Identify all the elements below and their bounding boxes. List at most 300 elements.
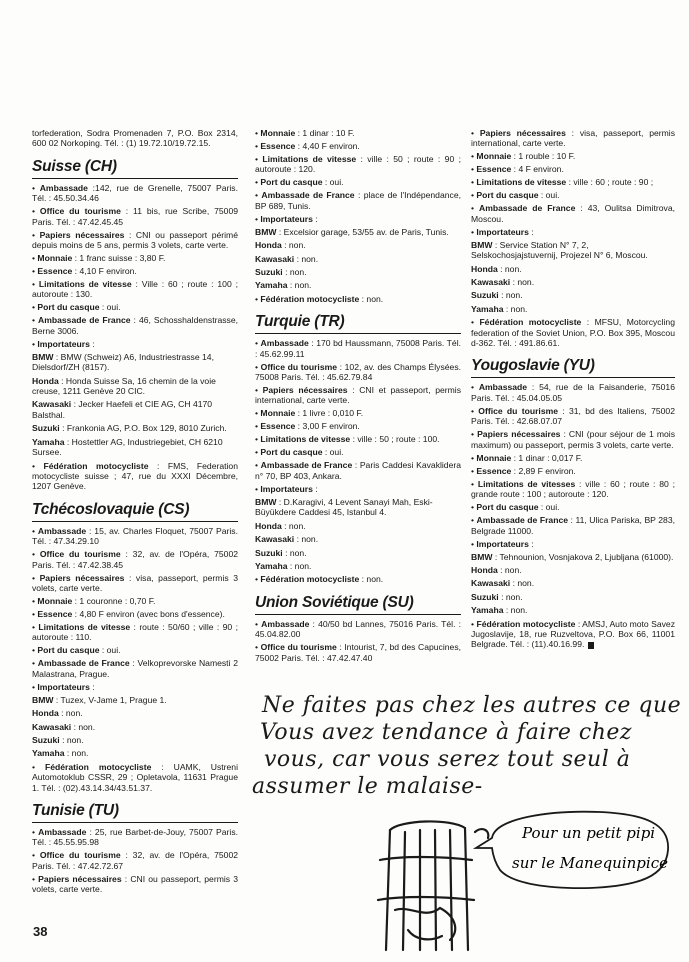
bullet-icon: •: [471, 618, 477, 629]
entry-text: :: [312, 213, 318, 224]
cell-bars-drawing: [378, 821, 488, 950]
entry-text: : 32, av. de l'Opéra, 75002 Paris. Tél. : 47.42.72.67: [32, 850, 239, 871]
info-entry: [471, 429, 675, 450]
info-entry: [32, 645, 238, 655]
info-entry: [32, 682, 238, 692]
entry-text: : Intourist, 7, bd des Capucines, 75002 Paris. Tél. : 47.42.47.40: [255, 642, 462, 663]
entry-label: Office du tourisme: [260, 361, 338, 372]
entry-text: : 2,89 F environ.: [511, 465, 576, 476]
entry-label: Suzuki: [255, 547, 283, 558]
bullet-icon: •: [32, 182, 40, 193]
bullet-icon: •: [255, 128, 261, 138]
entry-text: : Excelsior garage, 53/55 av. de Paris, Tunis.: [276, 226, 449, 237]
entry-text: : Hostettler AG, Industriegebiet, CH 6210 Sursee.: [32, 436, 223, 458]
bullet-icon: •: [471, 405, 479, 416]
entry-label: Ambassade: [260, 338, 309, 349]
bullet-icon: •: [255, 421, 261, 432]
entry-label: Papiers nécessaires: [38, 873, 122, 884]
entry-text: : visa, passeport, permis 3 volets, carte verte.: [32, 572, 238, 593]
bullet-icon: •: [32, 525, 38, 536]
entry-text: : 1 franc suisse : 3,80 F.: [72, 253, 166, 264]
bullet-icon: •: [32, 460, 44, 471]
bullet-icon: •: [255, 293, 261, 304]
entry-label: BMW: [32, 694, 54, 705]
bullet-icon: •: [471, 128, 480, 138]
entry-text: : 15, av. Charles Floquet, 75007 Paris. Tél. : 47.34.29.10: [32, 525, 238, 547]
info-entry: [255, 177, 461, 187]
bullet-icon: •: [471, 515, 477, 526]
entry-text: : oui.: [322, 447, 344, 458]
entry-label: Essence: [476, 465, 512, 476]
info-entry: [32, 827, 238, 848]
bullet-icon: •: [471, 429, 478, 440]
entry-label: Kawasaki: [255, 253, 295, 264]
entry-label: Monnaie: [476, 452, 512, 463]
section-heading: Tunisie (TU): [32, 802, 238, 823]
entry-text: : 31, bd des Italiens, 75002 Paris. Tél. : 42.68.07.07: [471, 405, 675, 427]
bullet-icon: •: [255, 154, 263, 164]
bullet-icon: •: [32, 549, 40, 560]
entry-text: : non.: [497, 263, 522, 274]
entry-label: Ambassade de France: [261, 190, 355, 201]
info-entry: [32, 230, 238, 251]
entry-text: : 102, av. des Champs Élysées. 75008 Paris. Tél. : 45.62.79.84: [255, 361, 462, 383]
entry-label: Fédération motocycliste: [260, 574, 360, 585]
entry-text: : CNI et passeport, permis international, carte verte.: [255, 385, 461, 406]
entry-text: : BMW (Schweiz) A6, Industriestrasse 14, Dielsdorf/ZH (8157).: [32, 351, 214, 373]
info-entry: [471, 317, 675, 348]
bullet-icon: •: [255, 213, 261, 224]
entry-label: Limitations de vitesse: [38, 621, 131, 632]
entry-text: : Tuzex, V-Jame 1, Prague 1.: [53, 694, 167, 705]
entry-text: : CNI ou passeport, permis 3 volets, carte verte.: [32, 873, 239, 895]
info-entry: [32, 253, 238, 263]
importer-entry: [255, 280, 461, 290]
bullet-icon: •: [471, 151, 477, 162]
importer-entry: [255, 548, 461, 558]
importer-entry: [32, 708, 238, 718]
section-heading: Tchécoslovaquie (CS): [32, 501, 238, 522]
entry-text: : non.: [281, 240, 306, 251]
info-entry: [471, 151, 675, 161]
entry-label: Suzuki: [32, 423, 60, 434]
bullet-icon: •: [32, 873, 39, 884]
entry-label: Ambassade de France: [476, 515, 569, 526]
entry-text: : 43, Oulitsa Dimitrova, Moscou.: [471, 203, 675, 224]
entry-label: Importateurs: [37, 338, 90, 349]
bullet-icon: •: [255, 141, 261, 151]
entry-text: : non.: [498, 290, 523, 301]
entry-text: : Frankonia AG, P.O. Box 129, 8010 Zurich.: [59, 423, 227, 434]
entry-label: Office du tourisme: [39, 850, 121, 861]
bullet-icon: •: [32, 827, 39, 837]
entry-text: : non.: [71, 721, 96, 732]
info-entry: [255, 421, 461, 431]
info-entry: [255, 574, 461, 584]
page-number: 38: [33, 924, 48, 939]
bullet-icon: •: [471, 478, 478, 489]
entry-label: Fédération motocycliste: [43, 460, 149, 471]
entry-label: Honda: [32, 708, 59, 719]
bullet-icon: •: [471, 382, 479, 393]
entry-label: Essence: [260, 141, 296, 151]
info-entry: [32, 762, 238, 793]
info-entry: [471, 190, 675, 200]
bullet-icon: •: [471, 452, 477, 463]
cartoon-drawing: [250, 790, 680, 960]
entry-label: Port du casque: [260, 447, 323, 458]
info-entry: [32, 549, 238, 570]
entry-label: Ambassade de France: [478, 203, 576, 214]
bullet-icon: •: [471, 164, 477, 175]
entry-label: Monnaie: [476, 151, 512, 162]
info-entry: [255, 642, 461, 663]
entry-label: Yamaha: [255, 280, 288, 291]
info-entry: [471, 203, 675, 224]
importer-entry: [255, 534, 461, 544]
entry-text: :: [312, 483, 318, 494]
info-entry: [255, 362, 461, 383]
bullet-icon: •: [32, 253, 38, 264]
info-entry: [32, 266, 238, 276]
bullet-icon: •: [255, 618, 262, 629]
entry-label: Importateurs: [260, 213, 313, 224]
entry-text: : oui.: [99, 302, 121, 313]
importer-entry: [32, 748, 238, 758]
importer-entry: [32, 376, 238, 397]
entry-label: Office du tourisme: [260, 642, 337, 653]
entry-text: : ville : 50 ; route : 100.: [350, 434, 440, 445]
end-of-article-mark: [588, 642, 594, 649]
importer-entry: [255, 240, 461, 250]
entry-text: : ville : 60 ; route : 90 ;: [566, 177, 654, 188]
importer-entry: [471, 264, 675, 274]
entry-text: : 32, av. de l'Opéra, 75002 Paris. Tél. : 47.42.38.45: [32, 549, 239, 570]
entry-label: Importateurs: [476, 538, 529, 549]
entry-text: : Tehnounion, Vosnjakova 2, Ljubljana (61000).: [492, 551, 674, 562]
entry-text: : route : 50/60 ; ville : 90 ; autoroute : 110.: [32, 621, 238, 643]
info-entry: [32, 609, 238, 619]
bullet-icon: •: [471, 203, 479, 214]
entry-label: Suzuki: [255, 267, 283, 278]
entry-label: Monnaie: [260, 128, 296, 138]
entry-text: : 4,80 F environ (avec bons d'essence).: [72, 608, 225, 619]
entry-label: Honda: [255, 240, 282, 251]
entry-label: Importateurs: [476, 226, 529, 237]
bullet-icon: •: [471, 538, 477, 549]
entry-text: : non.: [359, 293, 384, 304]
info-entry: [255, 190, 461, 211]
info-entry: [32, 526, 238, 547]
importer-entry: [32, 735, 238, 745]
entry-label: BMW: [255, 226, 277, 237]
entry-text: : Honda Suisse Sa, 16 chemin de la voie creuse, 1211 Genève 20 CIC.: [32, 375, 216, 397]
entry-label: Yamaha: [32, 748, 65, 759]
importer-entry: [471, 605, 675, 615]
entry-text: : 1 dinar : 10 F.: [295, 128, 355, 138]
bullet-icon: •: [32, 315, 39, 326]
entry-label: Port du casque: [37, 302, 100, 313]
entry-text: : CNI ou passeport périmé depuis moins de 5 ans, permis 3 volets, carte verte.: [32, 229, 238, 251]
handwritten-line: assumer le malaise-: [252, 774, 483, 799]
section-heading: Union Soviétique (SU): [255, 594, 461, 615]
bullet-icon: •: [255, 177, 261, 188]
info-entry: [32, 658, 238, 679]
importer-entry: [471, 592, 675, 602]
entry-label: Essence: [476, 164, 512, 175]
entry-text: : non.: [282, 267, 307, 278]
section-heading: Yougoslavie (YU): [471, 357, 675, 378]
info-entry: [471, 128, 675, 149]
entry-text: : 1 dinar : 0,017 F.: [511, 452, 583, 463]
bullet-icon: •: [32, 761, 45, 772]
entry-text: : non.: [287, 280, 312, 291]
bullet-icon: •: [32, 279, 39, 290]
entry-label: Ambassade de France: [37, 658, 130, 669]
info-entry: [255, 154, 461, 175]
entry-text: : oui.: [538, 190, 560, 201]
entry-text: : non.: [287, 560, 312, 571]
entry-text: : Velkoprevorske Namesti 2 Malastrana, Prague.: [32, 658, 238, 679]
info-entry: [32, 302, 238, 312]
bullet-icon: •: [32, 645, 38, 656]
entry-label: Essence: [260, 421, 296, 432]
entry-label: Monnaie: [260, 408, 296, 419]
entry-text: : 46, Schosshaldenstrasse, Berne 3006.: [32, 315, 238, 336]
entry-text: : non.: [359, 574, 384, 585]
entry-label: Suzuki: [471, 290, 499, 301]
entry-text: :: [528, 226, 534, 237]
entry-label: Honda: [32, 375, 59, 386]
importer-entry: [471, 552, 675, 562]
entry-label: Kawasaki: [471, 578, 511, 589]
info-entry: [32, 461, 238, 492]
info-entry: [255, 619, 461, 640]
entry-label: BMW: [32, 351, 54, 362]
info-entry: [255, 294, 461, 304]
entry-label: Yamaha: [255, 560, 288, 571]
info-entry: [255, 385, 461, 406]
info-entry: [32, 622, 238, 643]
bullet-icon: •: [255, 361, 261, 372]
info-entry: [32, 315, 238, 336]
entry-text: : 54, rue de la Faisanderie, 75016 Paris. Tél. : 45.04.05.05: [471, 382, 675, 403]
bubble-line-1: Pour un petit pipi: [522, 824, 656, 842]
entry-text: :: [89, 338, 95, 349]
info-entry: [255, 434, 461, 444]
section-heading: Turquie (TR): [255, 313, 461, 334]
entry-label: Ambassade: [37, 525, 87, 536]
entry-label: Kawasaki: [32, 721, 72, 732]
bullet-icon: •: [471, 317, 480, 328]
importer-entry: [255, 561, 461, 571]
entry-label: Honda: [471, 263, 498, 274]
entry-text: : ville : 60 ; route : 80 ; grande route : 100 ; autoroute : 120.: [471, 478, 675, 500]
importer-entry: [471, 240, 675, 261]
importer-entry: [255, 521, 461, 531]
entry-text: : CNI (pour séjour de 1 mois maximum) ou passeport, permis 3 volets, carte verte.: [471, 429, 676, 450]
entry-label: Ambassade: [261, 618, 310, 629]
importer-entry: [32, 722, 238, 732]
entry-text: : 170 bd Haussmann, 75008 Paris. Tél. : 45.62.99.11: [255, 338, 461, 359]
info-entry: [471, 406, 675, 427]
column-2: [255, 128, 461, 666]
entry-label: Essence: [37, 266, 73, 277]
entry-label: Limitations de vitesse: [262, 154, 357, 164]
bullet-icon: •: [471, 502, 477, 513]
bullet-icon: •: [471, 177, 477, 188]
entry-label: Kawasaki: [32, 399, 72, 410]
bullet-icon: •: [255, 642, 261, 653]
column-1: [32, 128, 238, 897]
entry-text: : MFSU, Motorcycling federation of the Soviet Union, P.O. Box 395, Moscou d-362. Tél. : 491.86.61.: [471, 317, 675, 349]
entry-text: :: [89, 681, 95, 692]
entry-text: : non.: [294, 534, 319, 545]
info-entry: [471, 453, 675, 463]
bullet-icon: •: [32, 206, 40, 217]
info-entry: [32, 874, 238, 895]
info-entry: [32, 183, 238, 204]
entry-label: Papiers nécessaires: [39, 572, 125, 583]
entry-label: Office du tourisme: [39, 206, 121, 217]
bullet-icon: •: [471, 465, 477, 476]
entry-text: : oui.: [99, 645, 121, 656]
importer-entry: [32, 423, 238, 433]
entry-label: Port du casque: [476, 190, 539, 201]
entry-label: BMW: [255, 496, 277, 507]
info-entry: [255, 141, 461, 151]
entry-text: : 11, Ulica Pariska, BP 283, Belgrade 11000.: [471, 515, 676, 536]
entry-label: Monnaie: [37, 595, 73, 606]
entry-text: : FMS, Federation motocycliste suisse ; 47, rue du XXXI Décembre, 1207 Genève.: [32, 460, 238, 492]
entry-label: Ambassade de France: [260, 460, 353, 471]
entry-label: Port du casque: [476, 502, 539, 513]
entry-label: Office du tourisme: [478, 405, 559, 416]
info-entry: [471, 466, 675, 476]
entry-text: : 25, rue Barbet-de-Jouy, 75007 Paris. Tél. : 45.55.95.98: [32, 827, 238, 848]
info-entry: [32, 573, 238, 594]
bullet-icon: •: [255, 338, 261, 349]
info-entry: [471, 164, 675, 174]
entry-label: Papiers nécessaires: [262, 385, 348, 396]
bullet-icon: •: [32, 572, 40, 583]
importer-entry: [471, 565, 675, 575]
importer-entry: [32, 437, 238, 458]
entry-text: : non.: [294, 253, 319, 264]
entry-label: Limitations de vitesses: [477, 478, 576, 489]
entry-text: : non.: [510, 578, 535, 589]
bullet-icon: •: [32, 681, 38, 692]
entry-label: Ambassade: [38, 827, 87, 837]
entry-label: Monnaie: [37, 253, 73, 264]
entry-label: Yamaha: [32, 436, 65, 447]
entry-label: Honda: [255, 520, 282, 531]
info-entry: [471, 479, 675, 500]
info-entry: [471, 177, 675, 187]
bullet-icon: •: [255, 408, 261, 419]
bullet-icon: •: [32, 338, 38, 349]
entry-text: : 3,00 F environ.: [295, 421, 360, 432]
info-entry: [255, 447, 461, 457]
bullet-icon: •: [32, 266, 38, 277]
entry-label: Port du casque: [260, 177, 323, 188]
entry-text: : non.: [503, 605, 528, 616]
bullet-icon: •: [255, 434, 261, 445]
importer-entry: [32, 352, 238, 373]
handwritten-line: vous, car vous serez tout seul à: [264, 747, 631, 772]
entry-text: : D.Karagivi, 4 Levent Sanayi Mah, Eski-Büyükdere Caddesi 45, Istanbul 4.: [255, 496, 433, 518]
entry-label: Essence: [37, 608, 73, 619]
bullet-icon: •: [32, 229, 40, 240]
entry-label: Kawasaki: [255, 534, 295, 545]
info-entry: [32, 206, 238, 227]
bullet-icon: •: [32, 595, 38, 606]
bubble-line-2: sur le Manequinpice: [512, 854, 668, 872]
entry-text: : 1 couronne : 0,70 F.: [72, 595, 156, 606]
entry-text: :142, rue de Grenelle, 75007 Paris. Tél. : 45.50.34.46: [32, 182, 238, 204]
info-entry: [471, 502, 675, 512]
importer-entry: [255, 227, 461, 237]
entry-text: : 1 rouble : 10 F.: [511, 151, 576, 162]
bullet-icon: •: [255, 385, 263, 396]
entry-label: Kawasaki: [471, 277, 511, 288]
importer-entry: [471, 277, 675, 287]
importer-entry: [471, 578, 675, 588]
entry-label: Ambassade de France: [38, 315, 131, 326]
info-entry: [471, 382, 675, 403]
bullet-icon: •: [255, 447, 261, 458]
entry-text: : place de l'Indépendance, BP 689, Tunis.: [255, 190, 461, 211]
entry-label: Papiers nécessaires: [39, 229, 125, 240]
info-entry: [32, 850, 238, 871]
info-entry: [255, 128, 461, 138]
entry-label: Limitations de vitesse: [260, 434, 351, 445]
entry-label: BMW: [471, 551, 493, 562]
entry-text: : oui.: [322, 177, 344, 188]
entry-text: : ville : 50 ; route : 90 ; autoroute : 120.: [255, 154, 461, 175]
bullet-icon: •: [255, 460, 261, 471]
entry-text: : Service Station N° 7, 2, Selskochosjajstuvernij, Projezel N° 6, Moscou.: [471, 239, 648, 261]
bullet-icon: •: [32, 608, 38, 619]
info-entry: [255, 338, 461, 359]
entry-label: Fédération motocycliste: [44, 761, 152, 772]
entry-label: Limitations de vitesse: [476, 177, 567, 188]
entry-label: Limitations de vitesse: [38, 279, 132, 290]
bullet-icon: •: [255, 190, 262, 201]
entry-label: Fédération motocycliste: [476, 618, 576, 629]
entry-label: Importateurs: [37, 681, 90, 692]
entry-label: Importateurs: [260, 483, 313, 494]
importer-entry: [32, 399, 238, 420]
section-heading: Suisse (CH): [32, 158, 238, 179]
entry-text: : 11 bis, rue Scribe, 75009 Paris. Tél. : 47.42.45.45: [32, 206, 239, 227]
entry-text: : 4,10 F environ.: [72, 266, 137, 277]
entry-text: : non.: [282, 547, 307, 558]
entry-text: : non.: [510, 277, 535, 288]
info-entry: [32, 596, 238, 606]
info-entry: [255, 460, 461, 481]
entry-text: : visa, passeport, permis international, carte verte.: [471, 128, 676, 149]
importer-entry: [255, 497, 461, 518]
info-entry: [255, 408, 461, 418]
column-3: [471, 128, 675, 652]
entry-text: : non.: [503, 303, 528, 314]
entry-text: : oui.: [538, 502, 560, 513]
entry-label: Yamaha: [471, 605, 504, 616]
entry-text: : non.: [58, 708, 83, 719]
info-entry: [32, 279, 238, 300]
entry-label: Office du tourisme: [39, 549, 121, 560]
